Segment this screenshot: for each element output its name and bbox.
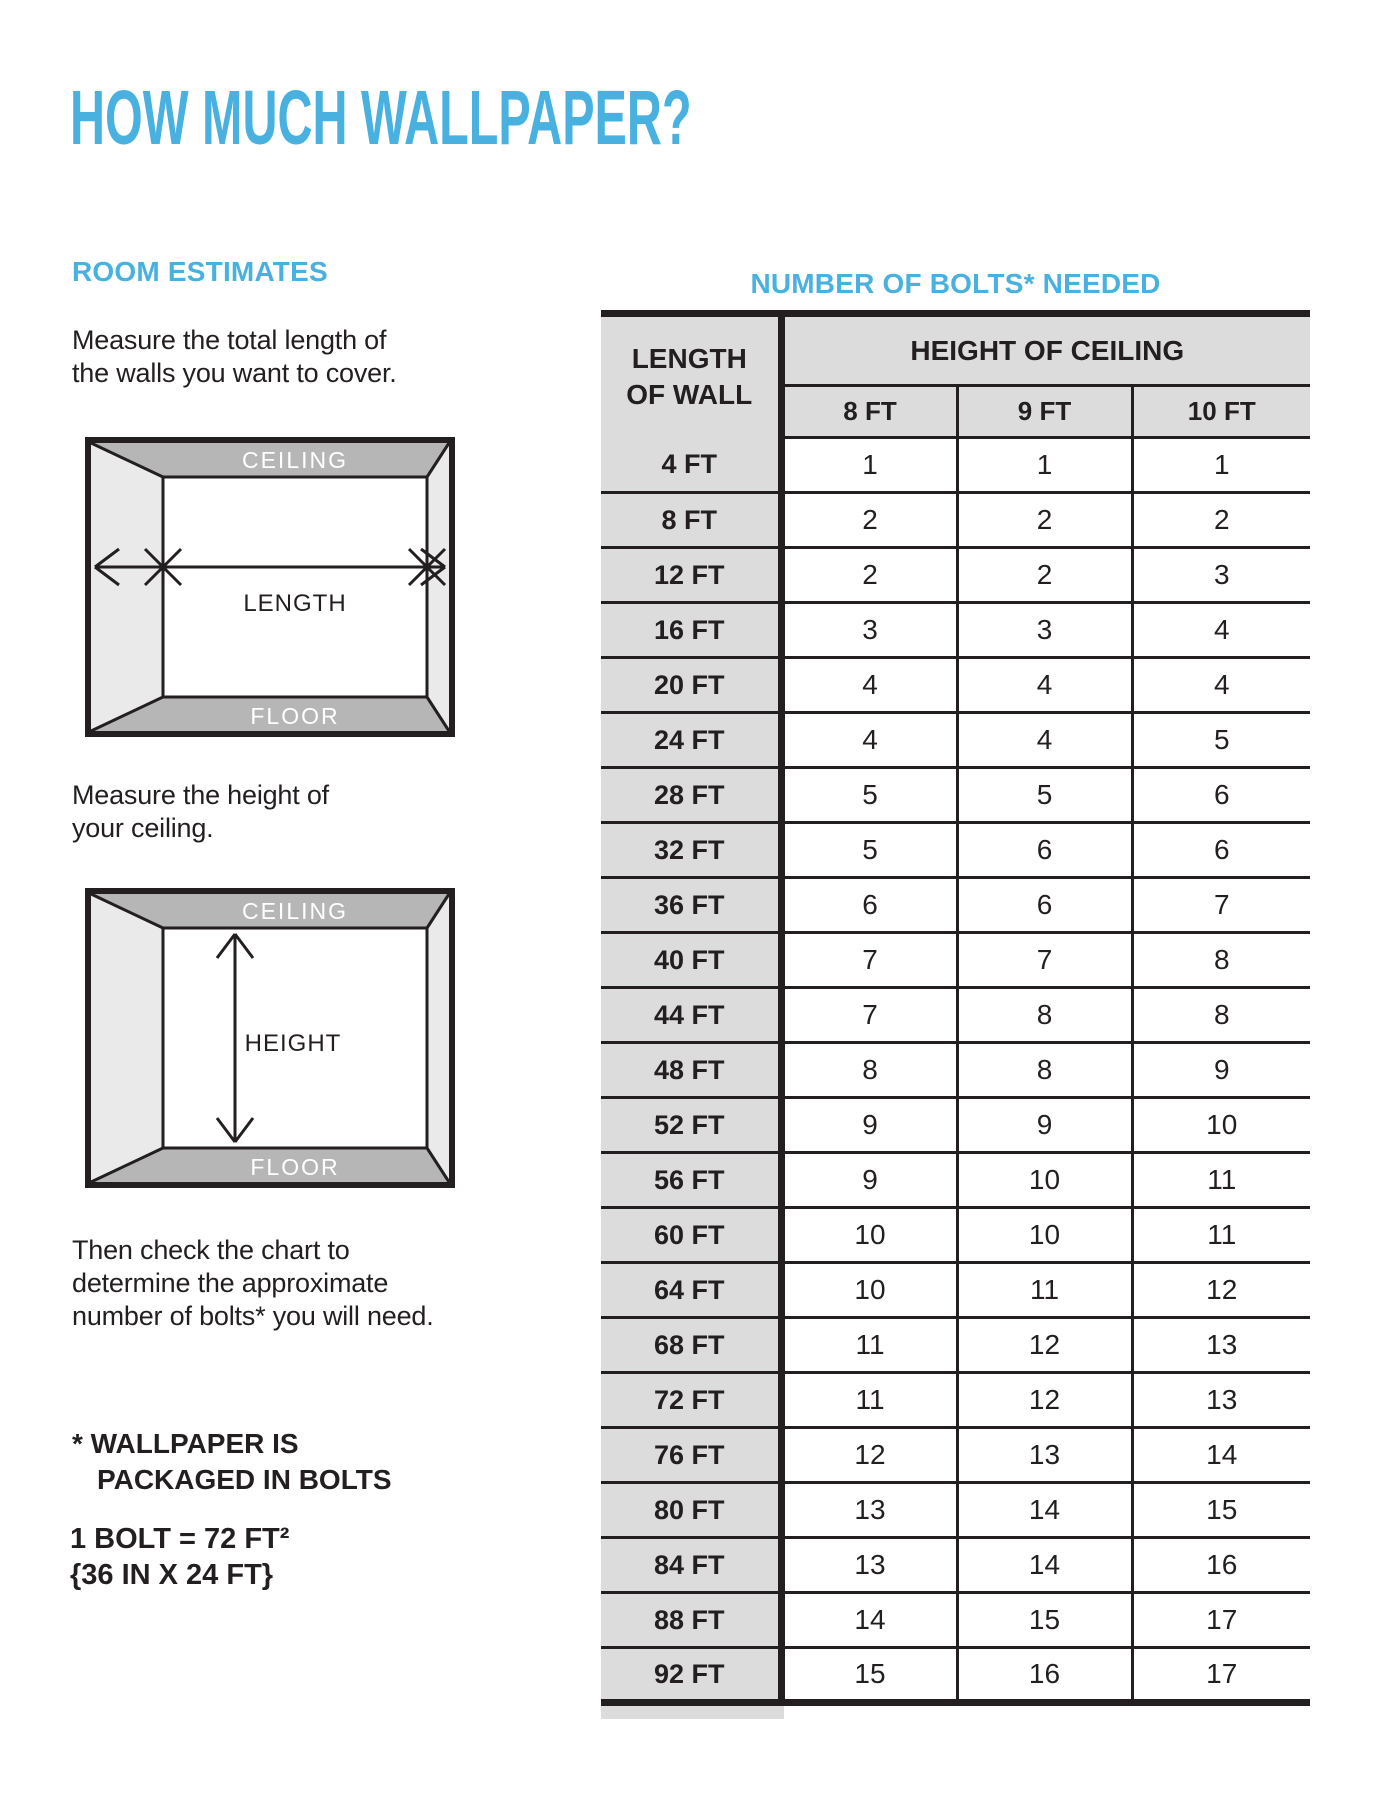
text-line: PACKAGED IN BOLTS (97, 1464, 392, 1495)
text-line: * WALLPAPER IS (72, 1428, 299, 1459)
instruction-check-chart (72, 1234, 434, 1333)
bolt-count-cell: 15 (781, 1648, 957, 1703)
table-row (601, 1428, 1310, 1483)
bolt-count-cell: 14 (957, 1538, 1132, 1593)
bolt-count-cell: 7 (1132, 878, 1310, 933)
bolt-count-cell: 5 (781, 768, 957, 823)
table-row (601, 878, 1310, 933)
bolt-count-cell: 11 (1132, 1153, 1310, 1208)
wall-length-label: 56 FT (601, 1153, 781, 1208)
bolt-count-cell: 15 (957, 1593, 1132, 1648)
bolt-table (601, 310, 1310, 1706)
bolt-count-cell: 3 (957, 603, 1132, 658)
bolt-count-cell: 7 (781, 933, 957, 988)
wall-length-label: 68 FT (601, 1318, 781, 1373)
text-line: Measure the total length of (72, 325, 387, 355)
bolt-count-cell: 11 (781, 1318, 957, 1373)
table-row (601, 1098, 1310, 1153)
floor-label: FLOOR (250, 703, 340, 729)
bolt-count-cell: 6 (957, 878, 1132, 933)
right-wall-plane (427, 894, 449, 1182)
bolt-count-cell: 12 (781, 1428, 957, 1483)
bolt-count-cell: 10 (957, 1153, 1132, 1208)
bolt-count-cell: 3 (781, 603, 957, 658)
column-header-8ft: 8 FT (781, 386, 957, 438)
bolt-count-cell: 9 (781, 1153, 957, 1208)
text-line: LENGTH (631, 343, 747, 375)
table-row (601, 438, 1310, 493)
bolt-count-cell: 14 (1132, 1428, 1310, 1483)
wall-length-label: 40 FT (601, 933, 781, 988)
bolt-count-cell: 11 (1132, 1208, 1310, 1263)
length-of-wall-header (601, 314, 781, 438)
wall-length-label: 76 FT (601, 1428, 781, 1483)
bolt-count-cell: 6 (1132, 768, 1310, 823)
bolt-count-cell: 17 (1132, 1593, 1310, 1648)
text-line: determine the approximate (72, 1268, 389, 1298)
room-height-diagram (85, 888, 455, 1188)
instruction-measure-height (72, 779, 329, 845)
bolt-count-cell: 16 (1132, 1538, 1310, 1593)
bolts-needed-heading: NUMBER OF BOLTS* NEEDED (750, 268, 1161, 299)
wall-length-label: 60 FT (601, 1208, 781, 1263)
bolt-count-cell: 3 (1132, 548, 1310, 603)
bolt-count-cell: 12 (957, 1373, 1132, 1428)
text-line: OF WALL (626, 379, 753, 411)
table-footer-tab (601, 1706, 784, 1719)
table-row (601, 1483, 1310, 1538)
bolt-count-cell: 16 (957, 1648, 1132, 1703)
column-header-9ft: 9 FT (957, 386, 1132, 438)
table-row (601, 493, 1310, 548)
bolt-count-cell: 14 (957, 1483, 1132, 1538)
bolt-count-cell: 6 (957, 823, 1132, 878)
wall-length-label: 16 FT (601, 603, 781, 658)
bolt-count-cell: 8 (1132, 933, 1310, 988)
bolt-count-cell: 1 (781, 438, 957, 493)
wall-length-label: 64 FT (601, 1263, 781, 1318)
table-row (601, 1208, 1310, 1263)
ceiling-label: CEILING (241, 447, 349, 473)
bolt-count-cell: 5 (1132, 713, 1310, 768)
text-line: Measure the height of (72, 780, 329, 810)
table-row (601, 1043, 1310, 1098)
table-row (601, 768, 1310, 823)
wall-length-label: 24 FT (601, 713, 781, 768)
ceiling-label: CEILING (241, 898, 349, 924)
column-header-10ft: 10 FT (1132, 386, 1310, 438)
bolt-count-cell: 6 (781, 878, 957, 933)
instruction-measure-length (72, 324, 397, 390)
bolt-count-cell: 11 (957, 1263, 1132, 1318)
wall-length-label: 4 FT (601, 438, 781, 493)
bolt-size-spec (70, 1521, 289, 1593)
bolt-count-cell: 7 (957, 933, 1132, 988)
table-row (601, 1648, 1310, 1703)
bolt-table-body (601, 438, 1310, 1703)
text-line: your ceiling. (72, 813, 214, 843)
bolt-count-cell: 12 (1132, 1263, 1310, 1318)
bolt-count-cell: 9 (1132, 1043, 1310, 1098)
text-line: number of bolts* you will need. (72, 1301, 434, 1331)
text-line: {36 IN X 24 FT} (70, 1559, 274, 1591)
table-row (601, 988, 1310, 1043)
room-estimates-heading: ROOM ESTIMATES (72, 256, 328, 287)
wallpaper-bolts-footnote (72, 1426, 392, 1498)
wall-length-label: 36 FT (601, 878, 781, 933)
table-row (601, 713, 1310, 768)
bolt-table-container (601, 310, 1310, 1719)
bolt-count-cell: 4 (957, 658, 1132, 713)
bolt-count-cell: 13 (1132, 1318, 1310, 1373)
table-row (601, 933, 1310, 988)
bolt-count-cell: 8 (781, 1043, 957, 1098)
table-row (601, 603, 1310, 658)
bolt-count-cell: 1 (1132, 438, 1310, 493)
table-row (601, 823, 1310, 878)
table-row (601, 1593, 1310, 1648)
bolt-count-cell: 11 (781, 1373, 957, 1428)
left-wall-plane (91, 443, 163, 731)
bolt-count-cell: 10 (781, 1263, 957, 1318)
bolt-count-cell: 13 (1132, 1373, 1310, 1428)
left-wall-plane (91, 894, 163, 1182)
height-label: HEIGHT (244, 1030, 342, 1057)
wall-length-label: 52 FT (601, 1098, 781, 1153)
bolt-count-cell: 10 (781, 1208, 957, 1263)
wall-length-label: 12 FT (601, 548, 781, 603)
bolt-count-cell: 9 (781, 1098, 957, 1153)
text-line: Then check the chart to (72, 1235, 350, 1265)
right-wall-plane (427, 443, 449, 731)
bolt-count-cell: 10 (1132, 1098, 1310, 1153)
bolt-count-cell: 4 (781, 658, 957, 713)
table-row (601, 1263, 1310, 1318)
bolt-count-cell: 1 (957, 438, 1132, 493)
text-line: the walls you want to cover. (72, 358, 397, 388)
bolt-count-cell: 5 (957, 768, 1132, 823)
table-row (601, 1153, 1310, 1208)
wall-length-label: 88 FT (601, 1593, 781, 1648)
table-row (601, 658, 1310, 713)
text-line: 1 BOLT = 72 FT² (70, 1523, 290, 1555)
room-length-diagram (85, 437, 455, 737)
wall-length-label: 28 FT (601, 768, 781, 823)
wall-length-label: 48 FT (601, 1043, 781, 1098)
bolt-count-cell: 8 (957, 1043, 1132, 1098)
table-row (601, 1318, 1310, 1373)
bolt-count-cell: 12 (957, 1318, 1132, 1373)
bolt-count-cell: 13 (781, 1483, 957, 1538)
bolt-count-cell: 4 (781, 713, 957, 768)
bolt-count-cell: 2 (957, 493, 1132, 548)
bolt-count-cell: 14 (781, 1593, 957, 1648)
bolt-count-cell: 4 (957, 713, 1132, 768)
wall-length-label: 84 FT (601, 1538, 781, 1593)
bolt-count-cell: 13 (957, 1428, 1132, 1483)
wall-length-label: 32 FT (601, 823, 781, 878)
bolt-count-cell: 10 (957, 1208, 1132, 1263)
wall-length-label: 92 FT (601, 1648, 781, 1703)
bolt-count-cell: 2 (781, 493, 957, 548)
floor-label: FLOOR (250, 1154, 340, 1180)
bolt-count-cell: 8 (957, 988, 1132, 1043)
wall-length-label: 8 FT (601, 493, 781, 548)
back-wall-plane (163, 477, 427, 697)
bolt-count-cell: 17 (1132, 1648, 1310, 1703)
bolt-count-cell: 7 (781, 988, 957, 1043)
bolt-count-cell: 9 (957, 1098, 1132, 1153)
bolt-count-cell: 2 (781, 548, 957, 603)
table-row (601, 1538, 1310, 1593)
table-header-row-1 (601, 314, 1310, 386)
bolt-count-cell: 2 (1132, 493, 1310, 548)
wall-length-label: 20 FT (601, 658, 781, 713)
bolt-count-cell: 13 (781, 1538, 957, 1593)
bolt-count-cell: 5 (781, 823, 957, 878)
length-label: LENGTH (243, 590, 347, 617)
page-title: HOW MUCH WALLPAPER? (70, 75, 692, 161)
bolt-count-cell: 15 (1132, 1483, 1310, 1538)
bolt-count-cell: 6 (1132, 823, 1310, 878)
wall-length-label: 80 FT (601, 1483, 781, 1538)
wall-length-label: 44 FT (601, 988, 781, 1043)
bolt-count-cell: 8 (1132, 988, 1310, 1043)
table-row (601, 1373, 1310, 1428)
table-row (601, 548, 1310, 603)
bolt-count-cell: 4 (1132, 603, 1310, 658)
bolt-count-cell: 4 (1132, 658, 1310, 713)
wall-length-label: 72 FT (601, 1373, 781, 1428)
height-of-ceiling-header: HEIGHT OF CEILING (781, 314, 1310, 386)
bolt-count-cell: 2 (957, 548, 1132, 603)
